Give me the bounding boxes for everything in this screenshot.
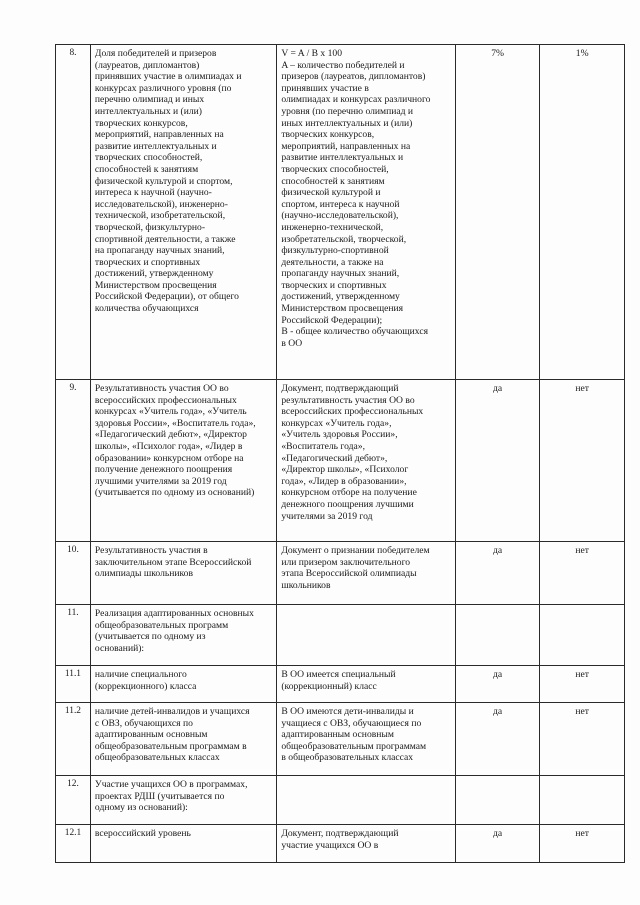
value-column-1: да: [455, 666, 540, 703]
table-row: [56, 666, 625, 703]
row-number: 11.2: [56, 703, 91, 776]
indicator-text: Результативность участия ОО во всероссийских профессиональных конкурсах «Учитель года», «Учитель здоровья России», «Воспитатель года», «Педагогический дебют», «Директор школы», «Психолог года», «Лидер в образовании» конкурсном отборе на получение денежного поощрения лучшими учителями за 2019 год (учитывается по одному из оснований): [90, 380, 276, 542]
formula-text: В ОО имеются дети-инвалиды и учащиеся с ОВЗ, обучающиеся по адаптированным основным общеобразовательным программам в общеобразовательных классах: [277, 703, 455, 776]
value-column-2: нет: [540, 380, 625, 542]
value-column-1: да: [455, 825, 540, 863]
table-row: [56, 776, 625, 825]
formula-text: Документ о признании победителем или призером заключительного этапа Всероссийской олимпиады школьников: [277, 542, 455, 605]
table-row: [56, 542, 625, 605]
row-number: 12.1: [56, 825, 91, 863]
value-column-1: да: [455, 703, 540, 776]
indicator-text: Результативность участия в заключительном этапе Всероссийской олимпиады школьников: [90, 542, 276, 605]
formula-text: Документ, подтверждающий результативность участия ОО во всероссийских профессиональных конкурсах «Учитель года», «Учитель здоровья России», «Воспитатель года», «Педагогический дебют», «Директор школы», «Психолог года», «Лидер в образовании», конкурсном отборе на получение денежного поощрения лучшими учителями за 2019 год: [277, 380, 455, 542]
formula-text: V = A / B x 100 A – количество победителей и призеров (лауреатов, дипломантов) принявших участие в олимпиадах и конкурсах различного уровня (по перечню олимпиад и иных интеллектуальных и (или) творческих конкурсов, мероприятий, направленных на развитие интеллектуальных и творческих способностей, способностей к занятиям физической культурой и спортом, интереса к научной (научно-исследовательской), инженерно-технической, изобретательской, творческой, физкультурно-спортивной деятельности, а также на пропаганду научных знаний, творческих и спортивных достижений, утвержденному Министерством просвещения Российской Федерации); B - общее количество обучающихся в ОО: [277, 45, 455, 380]
value-column-2: нет: [540, 825, 625, 863]
table-row: [56, 380, 625, 542]
row-number: 8.: [56, 45, 91, 380]
table-row: [56, 703, 625, 776]
value-column-1: 7%: [455, 45, 540, 380]
row-number: 10.: [56, 542, 91, 605]
value-column-2: [540, 776, 625, 825]
row-number: 12.: [56, 776, 91, 825]
table-row: [56, 45, 625, 380]
value-column-2: нет: [540, 542, 625, 605]
indicator-text: Доля победителей и призеров (лауреатов, дипломантов) принявших участие в олимпиадах и конкурсах различного уровня (по перечню олимпиад и иных интеллектуальных и (или) творческих конкурсов, мероприятий, направленных на развитие интеллектуальных и творческих способностей, способностей к занятиям физической культурой и спортом, интереса к научной (научно- исследовательской), инженерно- технической, изобретательской, творческой, физкультурно- спортивной деятельности, а также на пропаганду научных знаний, творческих и спортивных достижений, утвержденному Министерством просвещения Российской Федерации), от общего количества обучающихся: [90, 45, 276, 380]
indicator-text: наличие специального (коррекционного) класса: [90, 666, 276, 703]
indicator-text: наличие детей-инвалидов и учащихся с ОВЗ, обучающихся по адаптированным основным общеобразовательным программам в общеобразовательных классах: [90, 703, 276, 776]
table-row: [56, 825, 625, 863]
value-column-2: 1%: [540, 45, 625, 380]
value-column-1: да: [455, 380, 540, 542]
criteria-table: [55, 44, 625, 863]
value-column-2: нет: [540, 666, 625, 703]
value-column-1: да: [455, 542, 540, 605]
indicator-text: всероссийский уровень: [90, 825, 276, 863]
value-column-1: [455, 605, 540, 666]
value-column-2: [540, 605, 625, 666]
indicator-text: Реализация адаптированных основных общеобразовательных программ (учитывается по одному из оснований):: [90, 605, 276, 666]
formula-text: Документ, подтверждающий участие учащихся ОО в: [277, 825, 455, 863]
row-number: 9.: [56, 380, 91, 542]
indicator-text: Участие учащихся ОО в программах, проектах РДШ (учитывается по одному из оснований):: [90, 776, 276, 825]
row-number: 11.1: [56, 666, 91, 703]
table-row: [56, 605, 625, 666]
formula-text: В ОО имеется специальный (коррекционный) класс: [277, 666, 455, 703]
value-column-2: нет: [540, 703, 625, 776]
formula-text: [277, 605, 455, 666]
formula-text: [277, 776, 455, 825]
row-number: 11.: [56, 605, 91, 666]
value-column-1: [455, 776, 540, 825]
